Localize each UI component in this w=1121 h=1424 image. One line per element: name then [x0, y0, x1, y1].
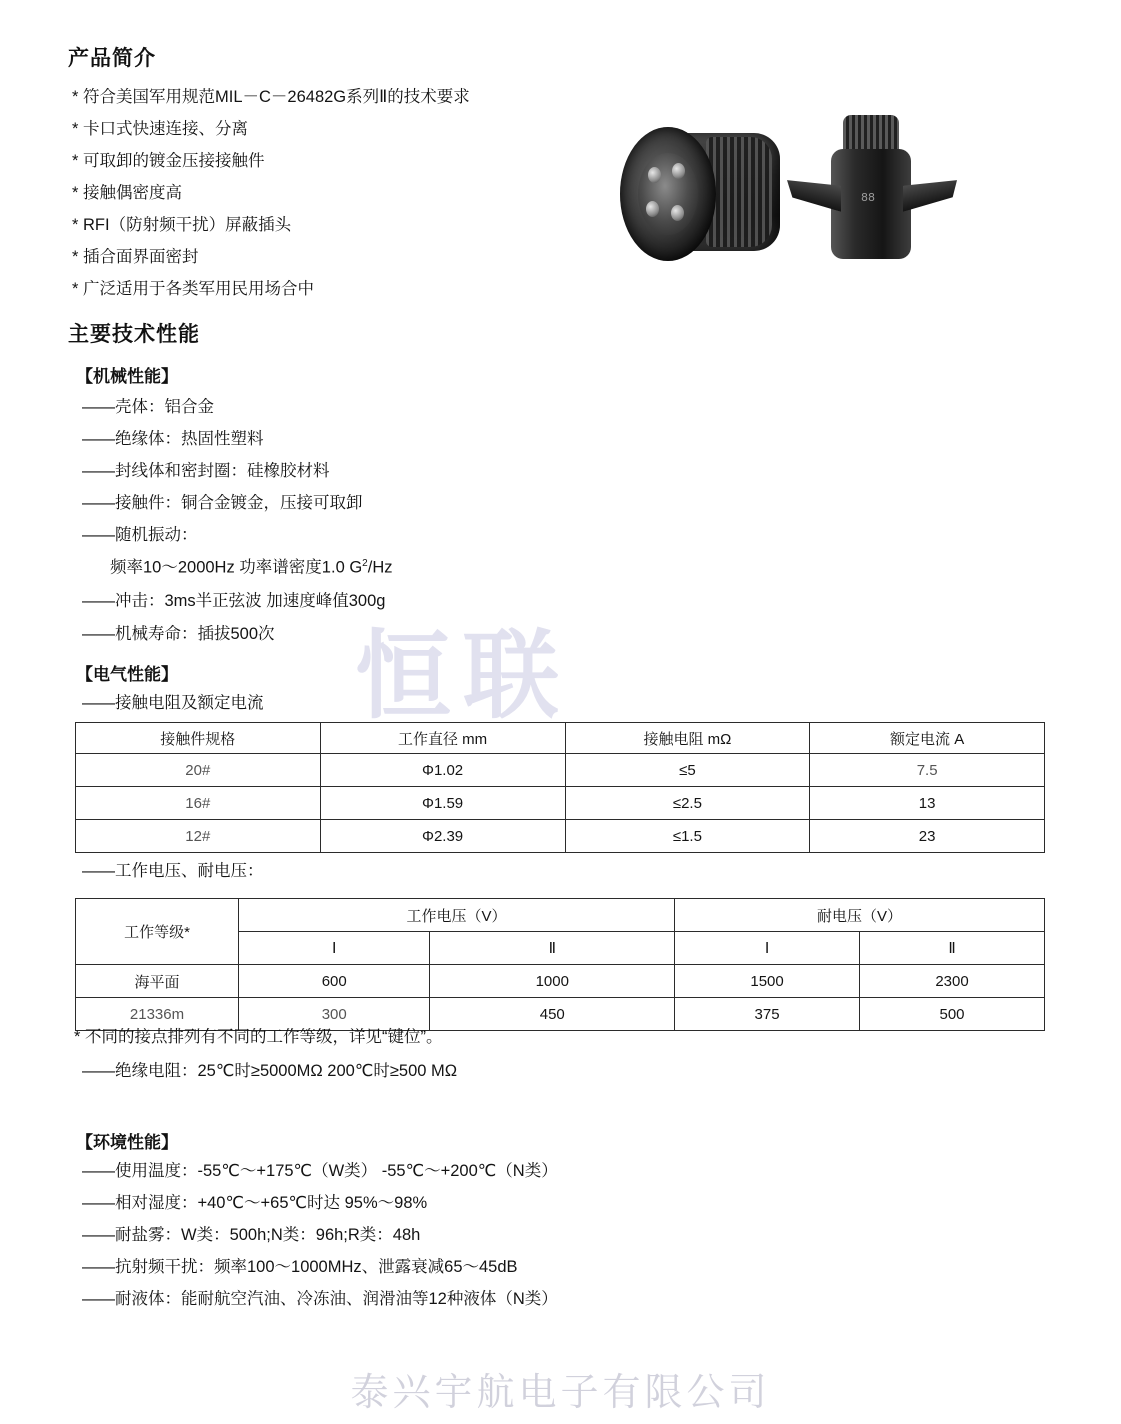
section-title-performance: 主要技术性能 — [68, 323, 200, 346]
subsection-electrical: 【电气性能】 — [76, 665, 178, 684]
cell-withstand-I: 1500 — [675, 965, 860, 998]
connector-receptacle-image — [620, 127, 785, 267]
mech-vibration-text-2: /Hz — [367, 558, 393, 577]
cell-grade: 海平面 — [76, 965, 239, 998]
table-row — [76, 754, 1045, 787]
col-header-resistance: 接触电阻 mΩ — [565, 723, 810, 754]
watermark-center: 恒联 — [355, 620, 571, 732]
cell-spec: 20# — [76, 754, 321, 787]
cell-diameter: Φ2.39 — [320, 820, 565, 853]
col-header-grade: 工作等级* — [76, 899, 239, 965]
connector-cap — [843, 115, 899, 153]
insulation-resistance-text: ——绝缘电阻：25℃时≥5000MΩ 200℃时≥500 MΩ — [82, 1062, 458, 1080]
cell-diameter: Φ1.59 — [320, 787, 565, 820]
cell-diameter: Φ1.02 — [320, 754, 565, 787]
col-header-withstand-voltage: 耐电压（V） — [675, 899, 1045, 932]
mech-vibration-detail — [110, 558, 392, 578]
connector-front-face — [620, 127, 716, 261]
cell-grade: 21336m — [76, 998, 239, 1031]
table-row — [76, 965, 1045, 998]
cell-working-I: 600 — [239, 965, 430, 998]
cell-current: 13 — [810, 787, 1045, 820]
cell-current: 7.5 — [810, 754, 1045, 787]
intro-item-4: * 接触偶密度高 — [72, 184, 183, 202]
contact-pin — [672, 163, 685, 179]
contact-pin — [646, 201, 659, 217]
mech-item-4: ——接触件：铜合金镀金，压接可取卸 — [82, 494, 363, 512]
mech-item-3: ——封线体和密封圈：硅橡胶材料 — [82, 462, 330, 480]
connector-flange-right — [903, 172, 957, 211]
env-item-2: ——相对湿度：+40℃～+65℃时达 95%～98% — [82, 1194, 428, 1212]
col-subheader-withstand-II: Ⅱ — [860, 932, 1045, 965]
cell-resistance: ≤2.5 — [565, 787, 810, 820]
cell-working-I: 300 — [239, 998, 430, 1031]
electrical-lead-text: ——接触电阻及额定电流 — [82, 694, 264, 712]
connector-marking: 88 — [861, 191, 875, 204]
section-title-intro: 产品简介 — [68, 47, 156, 70]
contact-pin — [671, 205, 684, 221]
voltage-lead-text: ——工作电压、耐电压： — [82, 862, 264, 880]
subsection-environment: 【环境性能】 — [76, 1133, 178, 1152]
env-item-5: ——耐液体：能耐航空汽油、冷冻油、润滑油等12种液体（N类） — [82, 1290, 558, 1308]
table-header-row — [76, 723, 1045, 754]
col-subheader-working-II: Ⅱ — [430, 932, 675, 965]
contact-pin — [648, 167, 661, 183]
connector-photo — [615, 105, 955, 290]
col-header-current: 额定电流 A — [810, 723, 1045, 754]
intro-item-1: * 符合美国军用规范MIL－C－26482G系列Ⅱ的技术要求 — [72, 88, 470, 106]
col-subheader-withstand-I: Ⅰ — [675, 932, 860, 965]
intro-item-5: * RFI（防射频干扰）屏蔽插头 — [72, 216, 292, 234]
cell-withstand-II: 2300 — [860, 965, 1045, 998]
table-row — [76, 820, 1045, 853]
mech-item-7: ——机械寿命：插拔500次 — [82, 625, 275, 643]
cell-current: 23 — [810, 820, 1045, 853]
col-subheader-working-I: Ⅰ — [239, 932, 430, 965]
voltage-footnote: * 不同的接点排列有不同的工作等级，详见“键位”。 — [74, 1028, 443, 1046]
table-row — [76, 787, 1045, 820]
cell-working-II: 450 — [430, 998, 675, 1031]
env-item-3: ——耐盐雾：W类：500h;N类：96h;R类：48h — [82, 1226, 421, 1244]
connector-shell — [831, 149, 911, 259]
subsection-mechanical: 【机械性能】 — [76, 367, 178, 386]
cell-spec: 12# — [76, 820, 321, 853]
watermark-bottom: 泰兴宇航电子有限公司 — [350, 1370, 771, 1414]
col-header-diameter: 工作直径 mm — [320, 723, 565, 754]
voltage-table — [75, 898, 1045, 1031]
mech-vibration-superscript: 2 — [362, 558, 368, 569]
connector-insert — [638, 153, 698, 235]
intro-item-6: * 插合面界面密封 — [72, 248, 199, 266]
connector-plug-image — [795, 109, 955, 284]
mech-item-2: ——绝缘体：热固性塑料 — [82, 430, 264, 448]
cell-withstand-II: 500 — [860, 998, 1045, 1031]
col-header-spec: 接触件规格 — [76, 723, 321, 754]
cell-working-II: 1000 — [430, 965, 675, 998]
intro-item-7: * 广泛适用于各类军用民用场合中 — [72, 280, 315, 298]
intro-item-3: * 可取卸的镀金压接接触件 — [72, 152, 265, 170]
env-item-4: ——抗射频干扰：频率100～1000MHz、泄露衰减65～45dB — [82, 1258, 518, 1276]
mech-item-1: ——壳体：铝合金 — [82, 398, 214, 416]
mech-item-6: ——冲击：3ms半正弦波 加速度峰值300g — [82, 592, 386, 610]
cell-spec: 16# — [76, 787, 321, 820]
mech-item-5: ——随机振动： — [82, 526, 198, 544]
contact-resistance-table — [75, 722, 1045, 853]
env-item-1: ——使用温度：-55℃～+175℃（W类） -55℃～+200℃（N类） — [82, 1162, 558, 1180]
cell-resistance: ≤1.5 — [565, 820, 810, 853]
cell-resistance: ≤5 — [565, 754, 810, 787]
table-row — [76, 998, 1045, 1031]
cell-withstand-I: 375 — [675, 998, 860, 1031]
col-header-working-voltage: 工作电压（V） — [239, 899, 675, 932]
mech-vibration-text-1: 频率10～2000Hz 功率谱密度1.0 G — [110, 558, 363, 577]
table-header-row-1 — [76, 899, 1045, 932]
intro-item-2: * 卡口式快速连接、分离 — [72, 120, 249, 138]
